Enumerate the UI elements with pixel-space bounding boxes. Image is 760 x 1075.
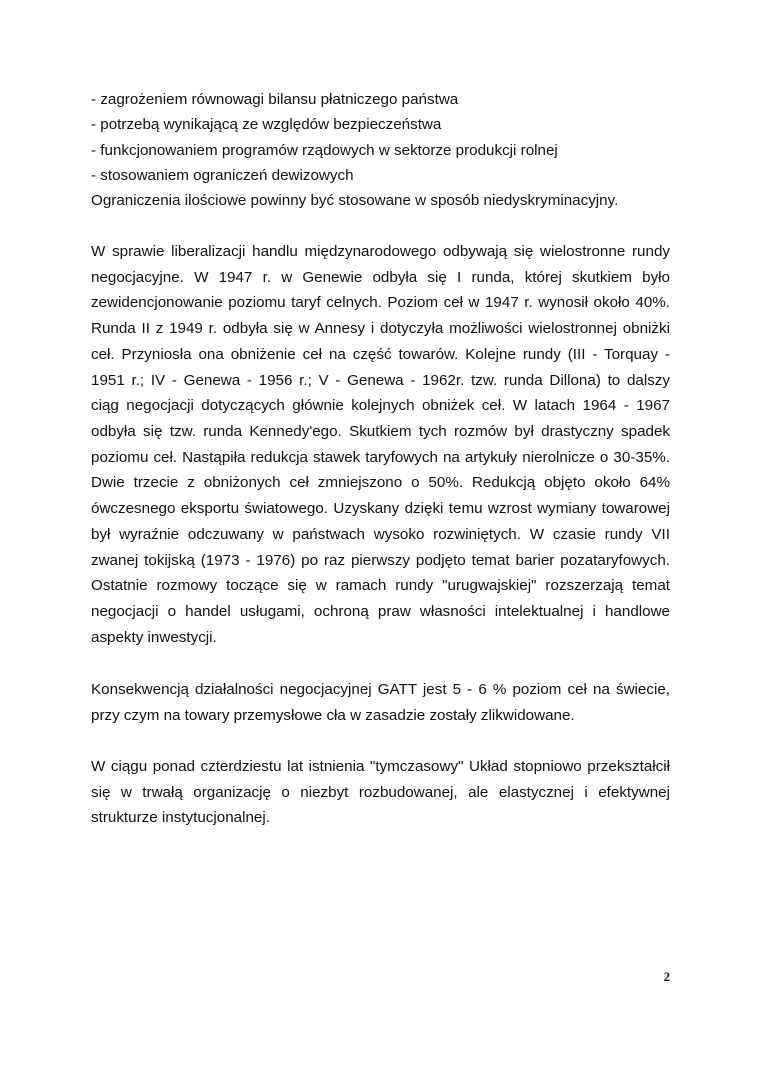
text-line: ceł. Przyniosła ona obniżenie ceł na część towarów. Kolejne rundy (III - Torquay - [91, 345, 670, 363]
text-line: W ciągu ponad czterdziestu lat istnienia "tymczasowy" Układ stopniowo przekształcił [91, 758, 670, 775]
text-line: aspekty inwestycji. [91, 628, 217, 646]
paragraph-gatt-result [91, 677, 670, 728]
text-line: strukturze instytucjonalnej. [91, 809, 270, 827]
note-text: Ograniczenia ilościowe powinny być stosowane w sposób niedyskryminacyjny. [91, 192, 619, 210]
list-item: - stosowaniem ograniczeń dewizowych [91, 166, 354, 184]
text-line: Runda II z 1949 r. odbyła się w Annesy i dotyczyła możliwości wielostronnej obniżki [91, 320, 670, 338]
text-line: 1951 r.; IV - Genewa - 1956 r.; V - Genewa - 1962r. tzw. runda Dillona) to dalszy [91, 371, 670, 389]
text-line: ciąg negocjacji dotyczących głównie kolejnych obniżek ceł. W latach 1964 - 1967 [91, 397, 670, 415]
paragraph-negotiation-rounds [91, 239, 670, 651]
list-item: - funkcjonowaniem programów rządowych w sektorze produkcji rolnej [91, 141, 558, 159]
text-line: negocjacji o handel usługami, ochroną praw własności intelektualnej i handlowe [91, 603, 670, 621]
paragraph-organization [91, 754, 670, 831]
text-line: się w trwałą organizację o niezbyt rozbudowanej, ale elastycznej i efektywnej [91, 783, 670, 801]
text-line: poziomu ceł. Nastąpiła redukcja stawek taryfowych na artykuły nierolnicze o 30-35%. [91, 448, 670, 466]
list-item: - potrzebą wynikającą ze względów bezpieczeństwa [91, 116, 442, 134]
text-line: Ostatnie rozmowy toczące się w ramach rundy "urugwajskiej" rozszerzają temat [91, 577, 670, 595]
text-line: negocjacyjne. W 1947 r. w Genewie odbyła się I runda, której skutkiem było [91, 268, 670, 286]
text-line: Konsekwencją działalności negocjacyjnej GATT jest 5 - 6 % poziom ceł na świecie, [91, 681, 670, 698]
text-line: W sprawie liberalizacji handlu międzynarodowego odbywają się wielostronne rundy [91, 243, 670, 260]
text-line: odbyła się tzw. runda Kennedy'ego. Skutkiem tych rozmów był drastyczny spadek [91, 423, 670, 441]
page-number: 2 [663, 970, 670, 984]
text-line: zewidencjonowanie poziomu taryf celnych. Poziom ceł w 1947 r. wynosił około 40%. [91, 294, 670, 312]
list-item: - zagrożeniem równowagi bilansu płatniczego państwa [91, 91, 459, 108]
text-line: ówczesnego eksportu światowego. Uzyskany dzięki temu wzrost wymiany towarowej [91, 500, 670, 518]
text-line: przy czym na towary przemysłowe cła w zasadzie zostały zlikwidowane. [91, 706, 575, 724]
text-line: zwanej tokijską (1973 - 1976) po raz pierwszy podjęto temat barier pozataryfowych. [91, 551, 670, 569]
text-line: Dwie trzecie z obniżonych ceł zmniejszono o 50%. Redukcją objęto około 64% [91, 474, 670, 492]
conditions-list [91, 87, 670, 213]
text-line: był wyraźnie odczuwany w państwach wysoko rozwiniętych. W czasie rundy VII [91, 525, 670, 543]
